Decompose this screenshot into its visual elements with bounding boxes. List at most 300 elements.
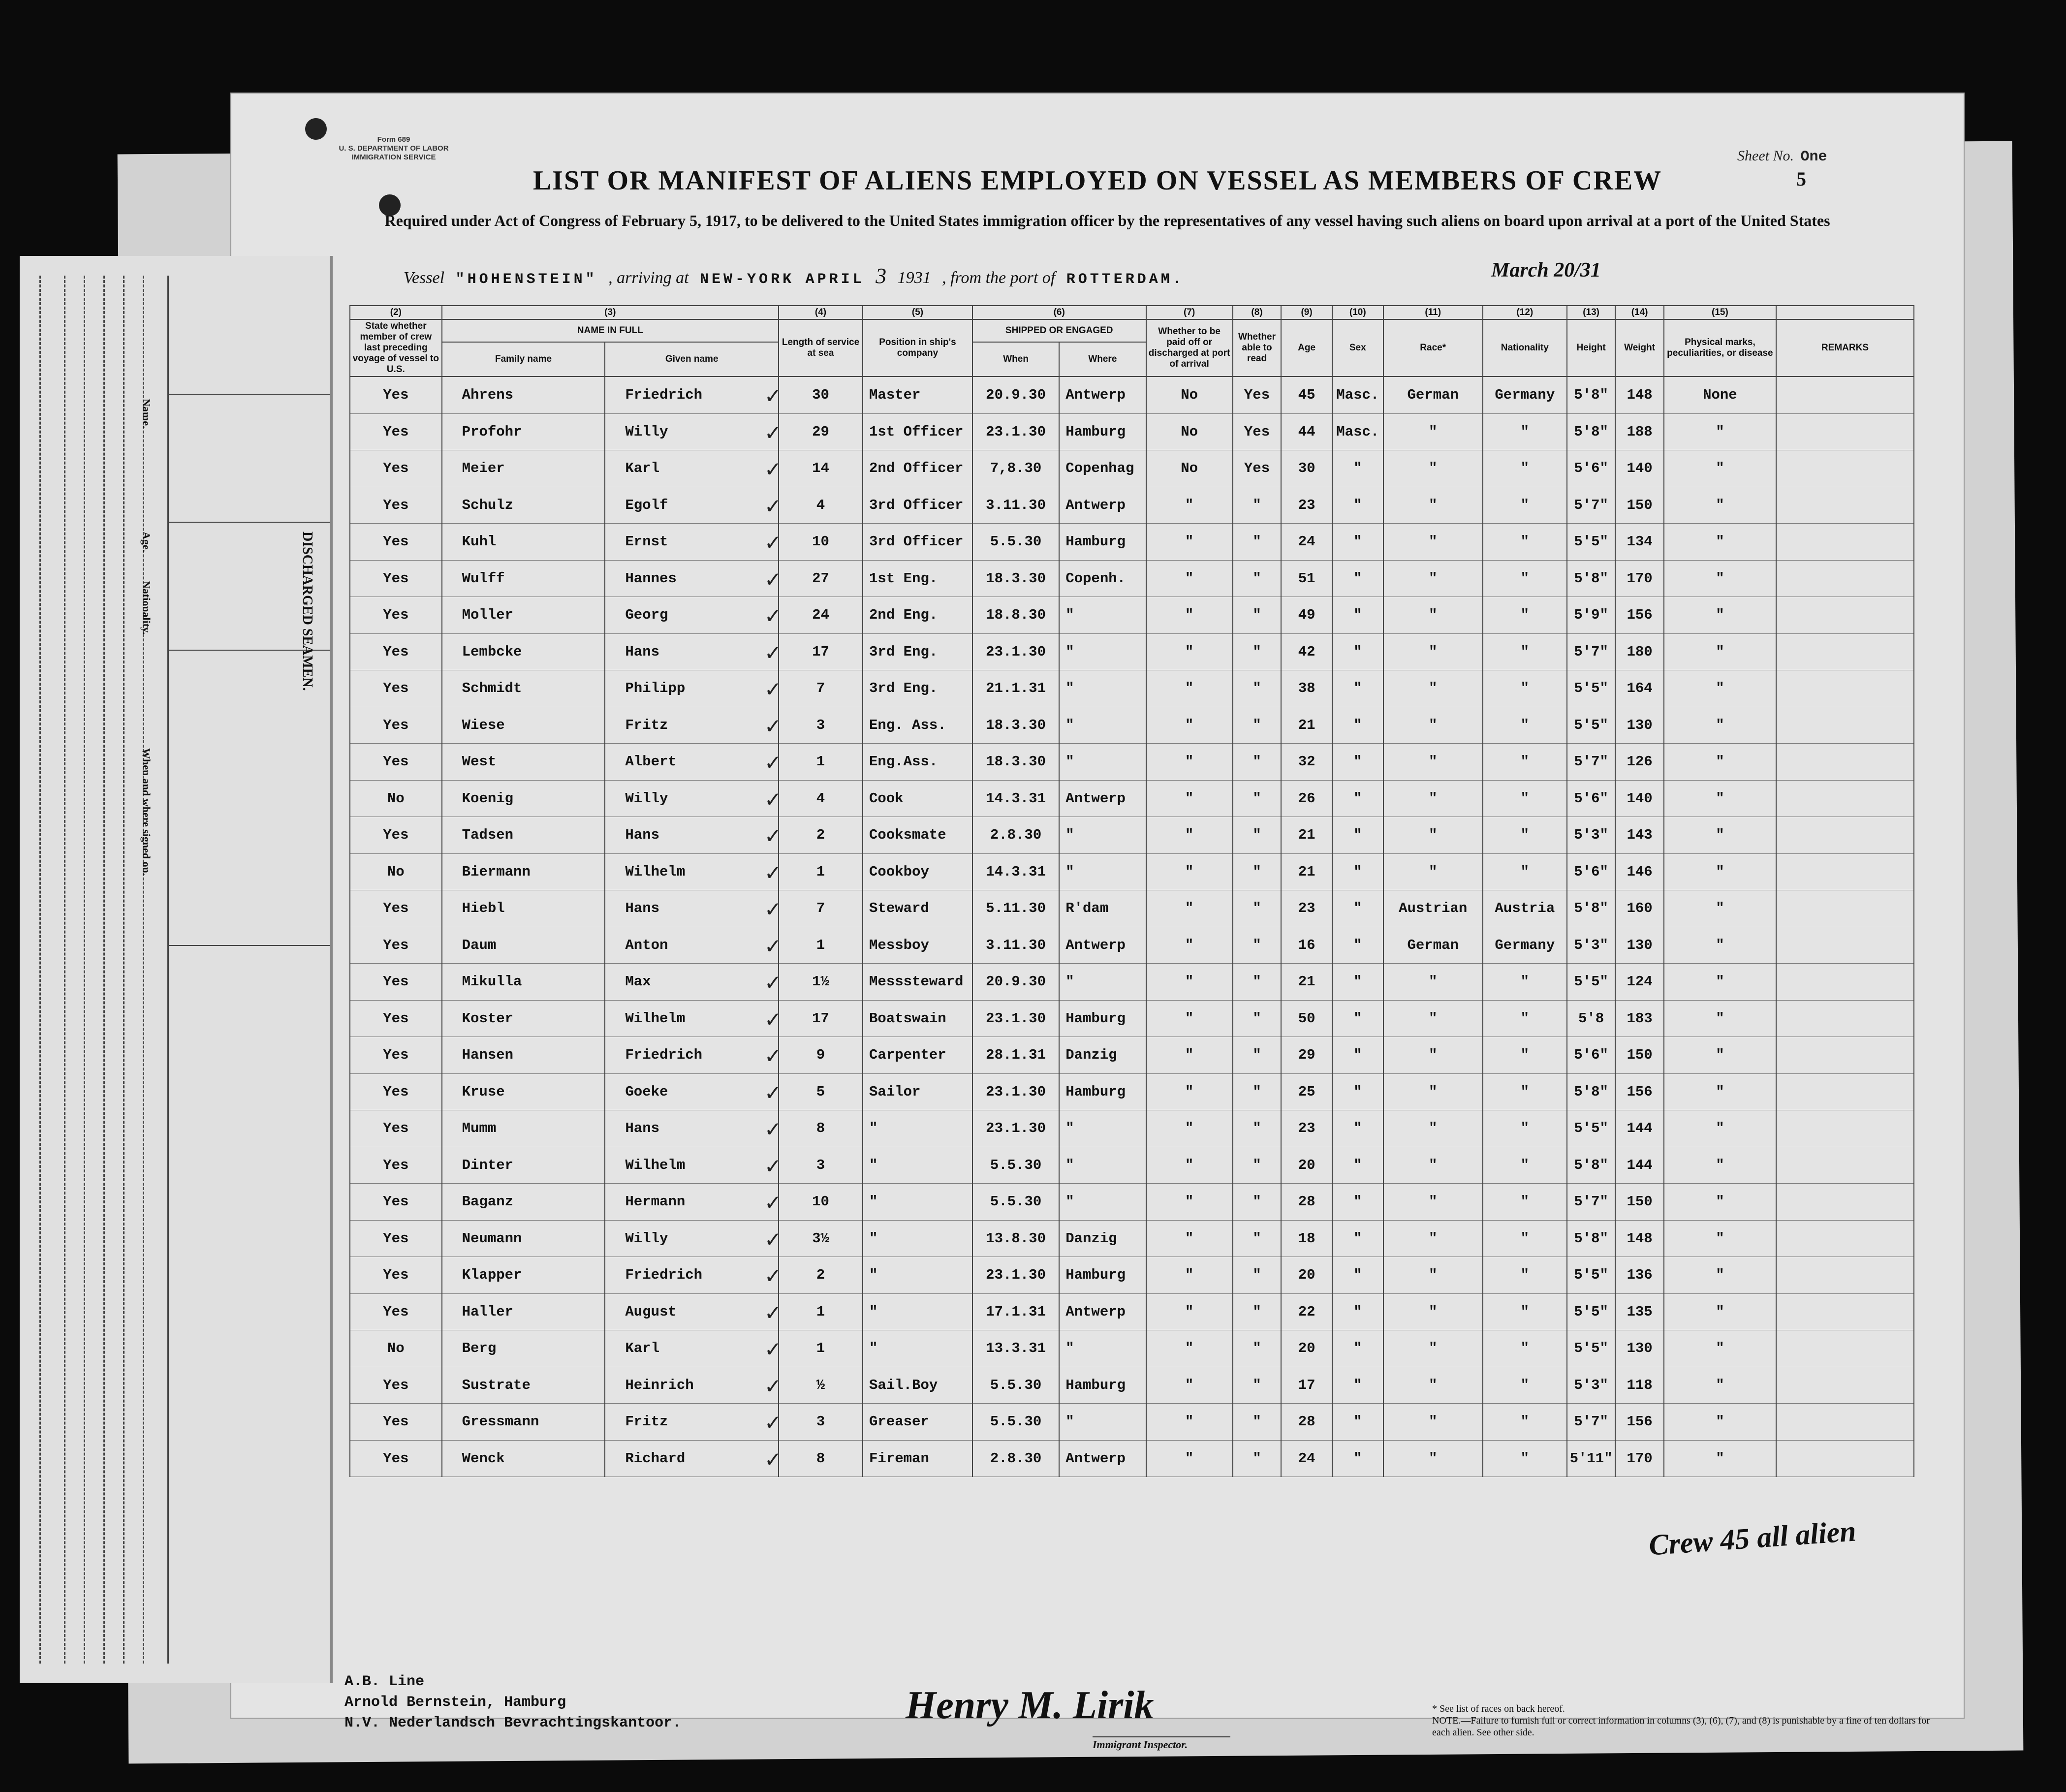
race-text: " [1428,1083,1438,1100]
able-to-read-cell [1233,817,1282,854]
family-name-cell [442,707,605,744]
shipped-where-text: Antwerp [1065,937,1126,953]
sex-cell [1332,1184,1383,1221]
position-cell [863,1293,972,1330]
able-to-read-cell [1233,927,1282,964]
service-text: 1½ [812,974,829,990]
age-cell [1281,927,1332,964]
race-text: " [1428,1157,1438,1173]
given-name-text: Wilhelm [625,1010,686,1027]
col-num: (15) [1664,306,1776,319]
department: U. S. DEPARTMENT OF LABOR [339,144,449,153]
given-name-text: Karl [625,1340,660,1357]
race-text: " [1428,1194,1438,1210]
nationality-cell [1483,1257,1567,1294]
race-text: " [1428,423,1438,440]
sex-cell [1332,1000,1383,1037]
given-name-cell [605,1367,779,1404]
shipped-where-cell [1059,744,1146,781]
col-header-weight: Weight [1615,319,1664,377]
height-text: 5'8" [1574,570,1608,587]
weight-cell [1615,1147,1664,1184]
shipped-where-text: " [1065,680,1074,697]
footnote-penalty: NOTE.—Failure to furnish full or correct information in columns (3), (6), (7), and (8) is punishable by a fine of ten dollars for each alien. See other side. [1432,1715,1930,1738]
service-cell [764,1073,863,1110]
age-text: 23 [1298,900,1315,917]
sex-text: " [1353,1010,1362,1027]
remarks-cell [1776,780,1914,817]
form-number: Form 689 [377,135,410,144]
table-row [350,524,1914,561]
paid-off-text: No [1181,423,1198,440]
able-to-read-cell [1233,1073,1282,1110]
age-cell [1281,1293,1332,1330]
position-text: " [869,1340,878,1357]
nationality-cell [1483,1037,1567,1074]
position-text: " [869,1303,878,1320]
age-text: 26 [1298,790,1315,807]
able-to-read-cell [1233,670,1282,707]
height-text: 5'8" [1574,1230,1608,1247]
able-to-read-cell [1233,1367,1282,1404]
position-cell [863,1110,972,1147]
nationality-text: " [1520,1194,1530,1210]
family-name-text: Koenig [462,790,514,807]
sex-cell [1332,1110,1383,1147]
service-cell [764,1220,863,1257]
paid-off-text: " [1185,717,1194,733]
height-cell [1567,853,1616,890]
able-to-read-cell [1233,1257,1282,1294]
prev-voyage-text: Yes [383,1120,409,1137]
card-title: DISCHARGED SEAMEN. [300,532,315,691]
shipped-where-cell [1059,1184,1146,1221]
nationality-cell [1483,1110,1567,1147]
weight-cell [1615,817,1664,854]
table-row [350,890,1914,927]
shipped-where-text: " [1065,607,1074,624]
shipped-where-text: " [1065,1120,1074,1137]
remarks-cell [1776,1110,1914,1147]
family-name-cell [442,1440,605,1477]
shipped-where-text: Antwerp [1065,1303,1126,1320]
race-cell [1383,1220,1483,1257]
col-num [1776,306,1914,319]
family-name-text: Profohr [462,423,522,440]
checkmark-icon: ✓ [764,1337,782,1361]
family-name-cell [442,377,605,413]
shipped-where-cell [1059,670,1146,707]
position-cell [863,744,972,781]
height-cell [1567,633,1616,670]
shipped-when-text: 18.3.30 [986,717,1046,733]
physical-marks-text: " [1716,1194,1724,1210]
shipped-when-text: 3.11.30 [986,497,1046,513]
able-to-read-cell [1233,707,1282,744]
service-cell [764,853,863,890]
age-text: 21 [1298,863,1315,880]
physical-marks-text: " [1716,1377,1724,1393]
given-name-cell [605,377,779,413]
sheet-number: 5 [1796,168,1806,190]
weight-text: 126 [1627,754,1653,770]
age-cell [1281,450,1332,487]
age-cell [1281,413,1332,450]
given-name-text: Willy [625,1230,668,1247]
service-cell [764,450,863,487]
race-cell [1383,633,1483,670]
position-text: 2nd Eng. [869,607,938,624]
family-name-text: Ahrens [462,387,514,404]
given-name-cell [605,853,779,890]
nationality-cell [1483,670,1567,707]
sex-cell [1332,1073,1383,1110]
age-text: 21 [1298,717,1315,733]
able-to-read-text: " [1252,1267,1261,1284]
age-cell [1281,1404,1332,1441]
weight-cell [1615,377,1664,413]
age-text: 20 [1298,1157,1315,1173]
age-text: 44 [1298,423,1315,440]
shipped-when-cell [972,450,1059,487]
sex-text: " [1353,1414,1362,1430]
shipped-when-cell [972,1440,1059,1477]
table-row [350,633,1914,670]
shipped-when-text: 5.5.30 [990,1377,1042,1393]
weight-text: 170 [1627,1450,1653,1467]
position-text: Boatswain [869,1010,946,1027]
given-name-cell [605,964,779,1001]
shipped-when-cell [972,633,1059,670]
shipped-when-text: 5.5.30 [990,1194,1042,1210]
service-cell [764,1440,863,1477]
age-cell [1281,560,1332,597]
col-header-race: Race* [1383,319,1483,377]
physical-marks-text: " [1716,1157,1724,1173]
family-name-cell [442,633,605,670]
table-row [350,1367,1914,1404]
service-text: 24 [812,607,829,624]
checkmark-icon: ✓ [764,1191,782,1215]
service-text: 1 [816,754,825,770]
shipped-where-text: Antwerp [1065,1450,1126,1467]
physical-marks-cell [1664,1037,1776,1074]
shipped-where-cell [1059,1440,1146,1477]
height-cell [1567,524,1616,561]
able-to-read-text: Yes [1244,387,1270,404]
position-cell [863,450,972,487]
given-name-text: Georg [625,607,668,624]
service-text: 14 [812,460,829,477]
paid-off-text: " [1185,1267,1194,1284]
col-header-family: Family name [442,342,605,377]
able-to-read-cell [1233,560,1282,597]
remarks-cell [1776,1404,1914,1441]
sex-cell [1332,450,1383,487]
given-name-text: Hans [625,643,660,660]
paid-off-cell [1146,780,1233,817]
service-cell [764,890,863,927]
physical-marks-cell [1664,597,1776,634]
line-name: A.B. Line [344,1673,425,1690]
given-name-cell [605,1037,779,1074]
shipped-when-cell [972,1037,1059,1074]
physical-marks-text: " [1716,754,1724,770]
sex-cell [1332,413,1383,450]
checkmark-icon: ✓ [764,567,782,592]
prev-voyage-cell [350,1147,442,1184]
given-name-cell [605,707,779,744]
shipped-where-text: Copenhag [1065,460,1134,477]
col-num: (2) [350,306,442,319]
prev-voyage-cell [350,450,442,487]
service-text: 1 [816,1340,825,1357]
nationality-cell [1483,597,1567,634]
shipped-where-cell [1059,487,1146,524]
family-name-text: Neumann [462,1230,522,1247]
discharged-seamen-card [20,256,333,1683]
height-cell [1567,1367,1616,1404]
service-cell [764,560,863,597]
position-text: " [869,1230,878,1247]
sex-text: " [1353,937,1362,953]
age-text: 21 [1298,827,1315,844]
race-text: " [1428,1047,1438,1064]
nationality-cell [1483,1404,1567,1441]
prev-voyage-text: Yes [383,827,409,844]
nationality-cell [1483,1147,1567,1184]
position-cell [863,524,972,561]
sex-cell [1332,853,1383,890]
table-row [350,1000,1914,1037]
owner-name: Arnold Bernstein, Hamburg [344,1694,566,1711]
shipped-where-cell [1059,707,1146,744]
col-header-height: Height [1567,319,1616,377]
checkmark-icon: ✓ [764,1080,782,1105]
shipped-where-cell [1059,1330,1146,1367]
nationality-cell [1483,927,1567,964]
given-name-text: August [625,1303,677,1320]
race-text: " [1428,1267,1438,1284]
weight-text: 144 [1627,1157,1653,1173]
able-to-read-cell [1233,1330,1282,1367]
given-name-text: Wilhelm [625,863,686,880]
height-text: 5'7" [1574,643,1608,660]
remarks-cell [1776,1073,1914,1110]
prev-voyage-cell [350,780,442,817]
service-text: 9 [816,1047,825,1064]
remarks-cell [1776,633,1914,670]
height-text: 5'6" [1574,790,1608,807]
position-cell [863,633,972,670]
weight-cell [1615,633,1664,670]
shipped-when-cell [972,1184,1059,1221]
paid-off-cell [1146,487,1233,524]
age-text: 24 [1298,1450,1315,1467]
height-text: 5'8" [1574,387,1608,404]
position-text: 2nd Officer [869,460,964,477]
sex-cell [1332,890,1383,927]
paid-off-cell [1146,1293,1233,1330]
service-text: 5 [816,1083,825,1100]
shipped-where-cell [1059,1367,1146,1404]
shipped-where-cell [1059,1000,1146,1037]
given-name-cell [605,1330,779,1367]
vessel-label: Vessel [404,269,445,287]
checkmark-icon: ✓ [764,1300,782,1325]
height-text: 5'7" [1574,754,1608,770]
able-to-read-text: " [1252,1010,1261,1027]
shipped-when-cell [972,413,1059,450]
remarks-cell [1776,1184,1914,1221]
shipped-where-text: " [1065,1157,1074,1173]
physical-marks-cell [1664,780,1776,817]
nationality-cell [1483,1000,1567,1037]
sex-text: " [1353,827,1362,844]
position-text: Steward [869,900,929,917]
prev-voyage-text: Yes [383,423,409,440]
family-name-cell [442,450,605,487]
physical-marks-text: " [1716,790,1724,807]
height-cell [1567,780,1616,817]
family-name-cell [442,1293,605,1330]
nationality-text: " [1520,570,1530,587]
nationality-cell [1483,890,1567,927]
height-cell [1567,487,1616,524]
service-cell [764,1404,863,1441]
position-cell [863,707,972,744]
shipped-when-text: 20.9.30 [986,974,1046,990]
position-text: " [869,1157,878,1173]
weight-text: 143 [1627,827,1653,844]
age-text: 50 [1298,1010,1315,1027]
given-name-text: Friedrich [625,1267,703,1284]
given-name-text: Friedrich [625,387,703,404]
able-to-read-text: " [1252,680,1261,697]
given-name-text: Fritz [625,1414,668,1430]
paid-off-cell [1146,1037,1233,1074]
col-header-when: When [972,342,1059,377]
family-name-cell [442,1367,605,1404]
shipped-where-cell [1059,1110,1146,1147]
paid-off-text: " [1185,1340,1194,1357]
table-row [350,817,1914,854]
prev-voyage-text: Yes [383,1450,409,1467]
weight-cell [1615,1073,1664,1110]
table-row [350,853,1914,890]
paid-off-cell [1146,707,1233,744]
weight-text: 118 [1627,1377,1653,1393]
paid-off-text: " [1185,1120,1194,1137]
weight-cell [1615,1220,1664,1257]
given-name-cell [605,413,779,450]
shipped-where-cell [1059,524,1146,561]
paid-off-cell [1146,633,1233,670]
age-cell [1281,1147,1332,1184]
sex-text: " [1353,1303,1362,1320]
able-to-read-cell [1233,890,1282,927]
shipped-where-text: Danzig [1065,1230,1117,1247]
able-to-read-text: Yes [1244,460,1270,477]
physical-marks-cell [1664,853,1776,890]
given-name-text: Goeke [625,1083,668,1100]
service-text: 2 [816,1267,825,1284]
weight-cell [1615,1440,1664,1477]
nationality-text: " [1520,423,1530,440]
form-identifier [305,135,482,162]
paid-off-text: " [1185,680,1194,697]
race-text: " [1428,717,1438,733]
shipped-when-cell [972,1000,1059,1037]
table-row [350,670,1914,707]
col-header-read: Whether able to read [1233,319,1282,377]
height-cell [1567,377,1616,413]
checkmark-icon: ✓ [764,860,782,885]
height-text: 5'3" [1574,1377,1608,1393]
paid-off-cell [1146,1073,1233,1110]
col-num: (9) [1281,306,1332,319]
weight-cell [1615,1110,1664,1147]
checkmark-icon: ✓ [764,1044,782,1068]
physical-marks-cell [1664,1293,1776,1330]
paid-off-cell [1146,1257,1233,1294]
position-cell [863,1330,972,1367]
service-cell [764,377,863,413]
table-row [350,1037,1914,1074]
position-cell [863,1220,972,1257]
shipped-when-text: 23.1.30 [986,1267,1046,1284]
card-divider [167,394,330,395]
age-text: 45 [1298,387,1315,404]
service-cell [764,1330,863,1367]
card-rule [84,276,85,1664]
age-text: 51 [1298,570,1315,587]
paid-off-cell [1146,927,1233,964]
family-name-cell [442,817,605,854]
paid-off-cell [1146,1110,1233,1147]
table-row [350,707,1914,744]
race-cell [1383,560,1483,597]
race-text: " [1428,827,1438,844]
checkmark-icon: ✓ [764,897,782,921]
prev-voyage-text: Yes [383,1047,409,1064]
shipped-when-cell [972,1220,1059,1257]
age-cell [1281,1220,1332,1257]
shipped-where-text: " [1065,1194,1074,1210]
weight-text: 135 [1627,1303,1653,1320]
shipped-when-text: 23.1.30 [986,1083,1046,1100]
checkmark-icon: ✓ [764,1374,782,1398]
sex-cell [1332,633,1383,670]
age-text: 20 [1298,1340,1315,1357]
age-cell [1281,744,1332,781]
service-cell [764,1147,863,1184]
prev-voyage-text: Yes [383,974,409,990]
paid-off-text: " [1185,643,1194,660]
paid-off-text: " [1185,570,1194,587]
family-name-cell [442,744,605,781]
physical-marks-cell [1664,1330,1776,1367]
shipped-when-text: 18.3.30 [986,570,1046,587]
weight-text: 136 [1627,1267,1653,1284]
weight-text: 160 [1627,900,1653,917]
shipped-where-text: Hamburg [1065,1010,1126,1027]
family-name-text: Wiese [462,717,505,733]
family-name-cell [442,1184,605,1221]
remarks-cell [1776,744,1914,781]
given-name-text: Fritz [625,717,668,733]
position-cell [863,597,972,634]
